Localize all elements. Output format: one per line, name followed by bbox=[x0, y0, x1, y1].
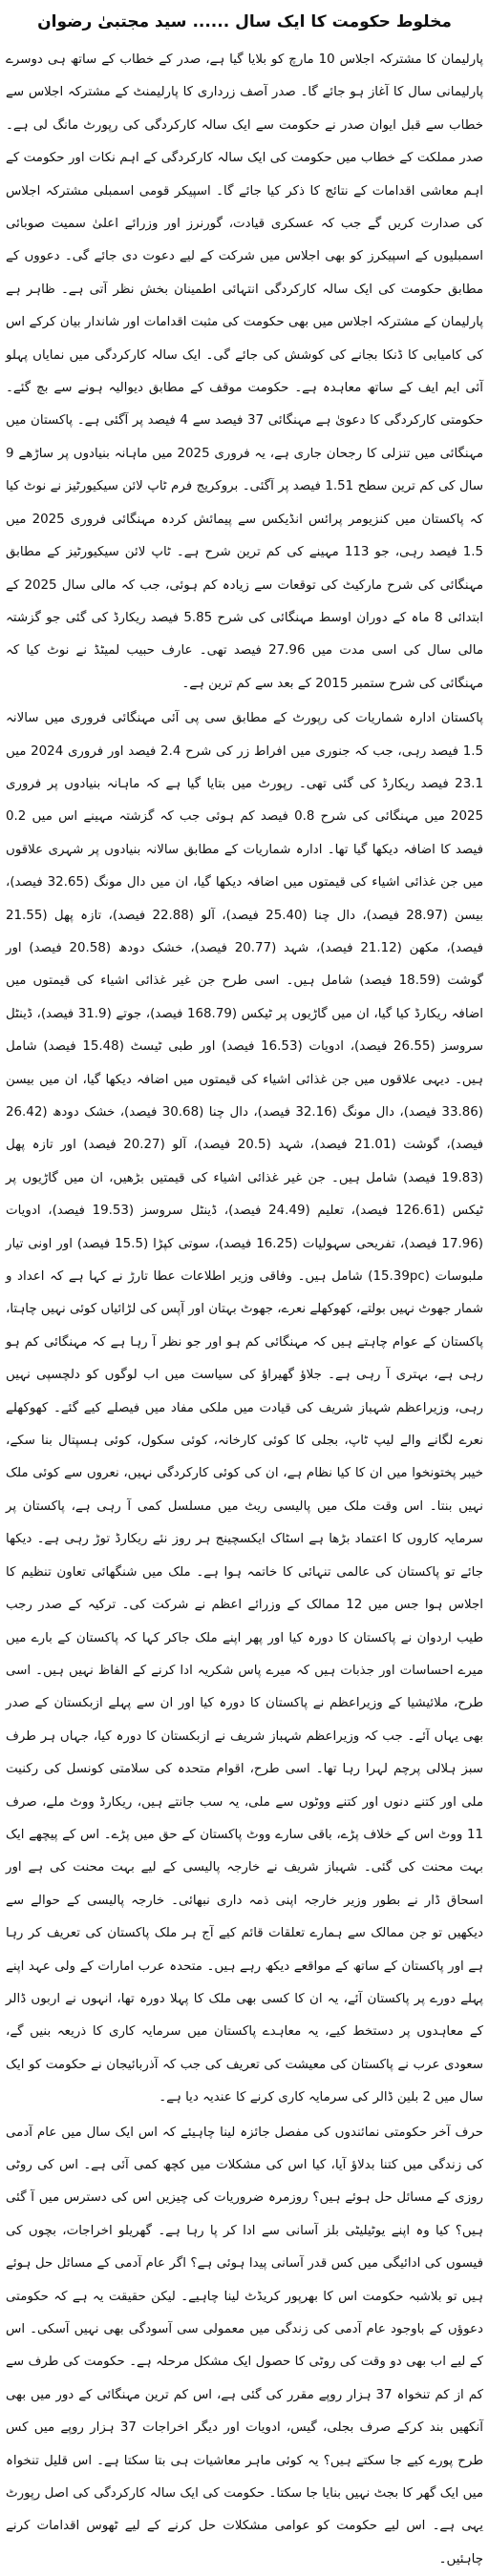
headline bbox=[6, 10, 483, 34]
paragraph-1: پارلیمان کا مشترکہ اجلاس 10 مارچ کو بلایا گیا ہے، صدر کے خطاب کے ساتھ ہی دوسرے پارلیمانی سال کا آغاز ہو جائے گا۔ صدر آصف زرداری کا پارلیمنٹ کے مشترکہ اجلاس سے خطاب سے قبل ایوان صدر نے حکومت سے ایک سالہ کارکردگی کی رپورٹ مانگ لی ہے۔ صدر مملکت کے خطاب میں حکومت کی ایک سالہ کارکردگی کے اہم نکات اور حکومت کے اہم معاشی اقدامات کے نتائج کا ذکر کیا جائے گا۔ اسپیکر قومی اسمبلی مشترکہ اجلاس کی صدارت کریں گے جب کہ عسکری قیادت، گورنرز اور وزرائے اعلیٰ سمیت صوبائی اسمبلیوں کے اسپیکرز کو بھی اجلاس میں شرکت کے لیے دعوت دی جائے گی۔ دعووں کے مطابق حکومت کی ایک سالہ کارکردگی انتہائی اطمینان بخش نظر آتی ہے۔ ظاہر ہے پارلیمان کے مشترکہ اجلاس میں بھی حکومت کی مثبت اقدامات اور شاندار بیان کرکے اس کی کامیابی کا ڈنکا بجانے کی کوشش کی جائے گی۔ ایک سالہ کارکردگی میں نمایاں پہلو آئی ایم ایف کے ساتھ معاہدہ ہے۔ حکومت موقف کے مطابق دیوالیہ ہونے سے بچ گئے۔ حکومتی کارکردگی کا دعویٰ ہے مہنگائی 37 فیصد سے 4 فیصد پر آگئی ہے۔ پاکستان میں مہنگائی میں تنزلی کا رجحان جاری ہے، یہ فروری 2025 میں ماہانہ بنیادوں پر ساڑھے 9 سال کی کم ترین سطح 1.51 فیصد پر آگئی۔ بروکریج فرم ٹاپ لائن سیکیورٹیز نے نوٹ کیا کہ پاکستان میں کنزیومر پرائس انڈیکس سے پیمائش کردہ مہنگائی فروری 2025 میں 1.5 فیصد رہی، جو 113 مہینے کی کم ترین شرح ہے۔ ٹاپ لائن سیکیورٹیز کے مطابق مہنگائی کی شرح مارکیٹ کی توقعات سے زیادہ کم ہوئی، جب کہ مالی سال 2025 کے ابتدائی 8 ماہ کے دوران اوسط مہنگائی کی شرح 5.85 فیصد ریکارڈ کی گئی جو گزشتہ مالی سال کی اسی مدت میں 27.96 فیصد تھی۔ عارف حبیب لمیٹڈ نے نوٹ کیا کہ مہنگائی کی شرح ستمبر 2015 کے بعد سے کم ترین ہے۔ bbox=[6, 52, 484, 691]
paragraph-3: حرف آخر حکومتی نمائندوں کی مفصل جائزہ لینا چاہیئے کہ اس ایک سال میں عام آدمی کی زندگی میں کتنا بدلاؤ آیا، کیا اس کی مشکلات میں کچھ کمی آئی ہے۔ اس کی روٹی روزی کے مسائل حل ہوئے ہیں؟ روزمرہ ضروریات کی چیزیں اس کی دسترس میں آ گئی ہیں؟ کیا وہ اپنے یوٹیلیٹی بلز آسانی سے ادا کر پا رہا ہے۔ گھریلو اخراجات، بچوں کی فیسوں کی ادائیگی میں کس قدر آسانی پیدا ہوئی ہے؟ اگر عام آدمی کے مسائل حل ہوئے ہیں تو بلاشبہ حکومت اس کا بھرپور کریڈٹ لینا چاہیے۔ لیکن حقیقت یہ ہے کہ حکومتی دعوؤں کے باوجود عام آدمی کی زندگی میں معمولی سی آسودگی بھی نہیں آسکی۔ اس کے لیے اب بھی دو وقت کی روٹی کا حصول ایک مشکل مرحلہ ہے۔ حکومت کی طرف سے کم از کم تنخواہ 37 ہزار روپے مقرر کی گئی ہے، اس کم ترین مہنگائی کے دور میں بھی آنکھیں بند کرکے صرف بجلی، گیس، ادویات اور دیگر اخراجات 37 ہزار روپے میں کس طرح پورے کیے جا سکتے ہیں؟ یہ کوئی ماہر معاشیات ہی بتا سکتا ہے۔ اس قلیل تنخواہ میں ایک گھر کا بجٹ نہیں بنایا جا سکتا۔ حکومت کی ایک سالہ کارکردگی کی اصل رپورٹ یہی ہے۔ اس لیے حکومت کو عوامی مشکلات حل کرنے کے لیے ٹھوس اقدامات کرنے چاہئیں۔ bbox=[6, 2125, 484, 2566]
headline-author: سید مجتبیٰ رضوان bbox=[37, 12, 187, 31]
paragraph-2: پاکستان ادارہ شماریات کی رپورٹ کے مطابق سی پی آئی مہنگائی فروری میں سالانہ 1.5 فیصد رہی، جب کہ جنوری میں افراط زر کی شرح 2.4 فیصد اور فروری 2024 میں 23.1 فیصد ریکارڈ کی گئی تھی۔ رپورٹ میں بتایا گیا ہے کہ ماہانہ بنیادوں پر فروری 2025 میں مہنگائی کی شرح 0.8 فیصد کم ہوئی جب کہ گزشتہ مہینے اس میں 0.2 فیصد کا اضافہ دیکھا گیا تھا۔ ادارہ شماریات کے مطابق سالانہ بنیادوں پر شہری علاقوں میں جن غذائی اشیاء کی قیمتوں میں اضافہ دیکھا گیا، ان میں دال مونگ (32.65 فیصد)، بیسن (28.97 فیصد)، دال چنا (25.40 فیصد)، آلو (22.88 فیصد)، تازہ پھل (21.55 فیصد)، مکھن (21.12 فیصد)، شہد (20.77 فیصد)، خشک دودھ (20.58 فیصد) اور گوشت (18.59 فیصد) شامل ہیں۔ اسی طرح جن غیر غذائی اشیاء کی قیمتوں میں اضافہ ریکارڈ کیا گیا، ان میں گاڑیوں پر ٹیکس (168.79 فیصد)، جوتے (31.9 فیصد)، ڈینٹل سروسز (26.55 فیصد)، ادویات (16.53 فیصد) اور طبی ٹیسٹ (15.48 فیصد) شامل ہیں۔ دیہی علاقوں میں جن غذائی اشیاء کی قیمتوں میں اضافہ دیکھا گیا، ان میں بیسن (33.86 فیصد)، دال مونگ (32.16 فیصد)، دال چنا (30.68 فیصد)، خشک دودھ (26.42 فیصد)، گوشت (21.01 فیصد)، شہد (20.5 فیصد)، آلو (20.27 فیصد) اور تازہ پھل (19.83 فیصد) شامل ہیں۔ جن غیر غذائی اشیاء کی قیمتیں بڑھیں، ان میں گاڑیوں پر ٹیکس (126.61 فیصد)، تعلیم (24.49 فیصد)، ڈینٹل سروسز (19.53 فیصد)، ادویات (17.96 فیصد)، تفریحی سہولیات (16.25 فیصد)، سوتی کپڑا (15.5 فیصد) اور اونی تیار ملبوسات (15.39pc) شامل ہیں۔ وفاقی وزیر اطلاعات عطا تارڑ نے کہا ہے کہ اعداد و شمار جھوٹ نہیں بولتے، کھوکھلے نعرے، جھوٹ بہتان اور آپس کی لڑائیاں کوئی نہیں چاہتا، پاکستان کے عوام چاہتے ہیں کہ مہنگائی کم ہو اور جو نظر آ رہا ہے کہ مہنگائی کم ہو رہی ہے، بہتری آ رہی ہے۔ جلاؤ گھیراؤ کی سیاست میں اب لوگوں کو دلچسپی نہیں رہی، وزیراعظم شہباز شریف کی قیادت میں ملکی مفاد میں فیصلے کیے گئے۔ کھوکھلے نعرے لگانے والے لیپ ٹاپ، بجلی کا کوئی کارخانہ، کوئی سکول، کوئی ہسپتال بنا سکے، خیبر پختونخوا میں ان کا کیا نظام ہے، ان کی کوئی کارکردگی نہیں، نعروں سے کوئی ملک نہیں بنتا۔ اس وقت ملک میں پالیسی ریٹ میں مسلسل کمی آ رہی ہے، پاکستان پر سرمایہ کاروں کا اعتماد بڑھا ہے اسٹاک ایکسچینج ہر روز نئے ریکارڈ توڑ رہی ہے۔ دیکھا جائے تو پاکستان کی عالمی تنہائی کا خاتمہ ہوا ہے۔ ملک میں شنگھائی تعاون تنظیم کا اجلاس ہوا جس میں 12 ممالک کے وزرائے اعظم نے شرکت کی۔ ترکیہ کے صدر رجب طیب اردوان نے پاکستان کا دورہ کیا اور پھر اپنے ملک جاکر کہا کہ پاکستان کے بارے میں میرے احساسات اور جذبات ہیں کہ میرے پاس شکریہ ادا کرنے کے الفاظ نہیں ہیں۔ اسی طرح، ملائیشیا کے وزیراعظم نے پاکستان کا دورہ کیا اور ان سے پہلے ازبکستان کے صدر بھی یہاں آئے۔ جب کہ وزیراعظم شہباز شریف نے ازبکستان کا دورہ کیا، جہاں ہر طرف سبز ہلالی پرچم لہرا رہا تھا۔ اسی طرح، اقوام متحدہ کی سلامتی کونسل کی رکنیت ملی اور کتنے دنوں اور کتنے ووٹوں سے ملی، یہ سب جانتے ہیں، ریکارڈ ووٹ ملے، صرف 11 ووٹ اس کے خلاف پڑے، باقی سارے ووٹ پاکستان کے حق میں پڑے۔ اس کے پیچھے ایک بہت محنت کی گئی۔ شہباز شریف نے خارجہ پالیسی کے لیے بہت محنت کی ہے اور اسحاق ڈار نے بطور وزیر خارجہ اپنی ذمہ داری نبھائی۔ خارجہ پالیسی کے حوالے سے دیکھیں تو جن ممالک سے ہمارے تعلقات قائم کیے آج ہر ملک پاکستان کی تعریف کر رہا ہے اور پاکستان کے ساتھ کے مواقعے دیکھ رہے ہیں۔ متحدہ عرب امارات کے ولی عہد اپنے پہلے دورے پر پاکستان آئے، یہ ان کا کسی بھی ملک کا پہلا دورہ تھا، انہوں نے اربوں ڈالر کے معاہدوں پر دستخط کیے، یہ معاہدے پاکستان میں سرمایہ کاری کا ذریعہ بنیں گے، سعودی عرب نے پاکستان کی معیشت کی تعریف کی جب کہ آذربائیجان نے حکومت کو ایک سال میں 2 بلین ڈالر کی سرمایہ کاری کرنے کا عندیہ دیا ہے۔ bbox=[6, 711, 484, 2105]
headline-separator: ...... bbox=[192, 12, 230, 31]
headline-title: مخلوط حکومت کا ایک سال bbox=[235, 12, 452, 31]
